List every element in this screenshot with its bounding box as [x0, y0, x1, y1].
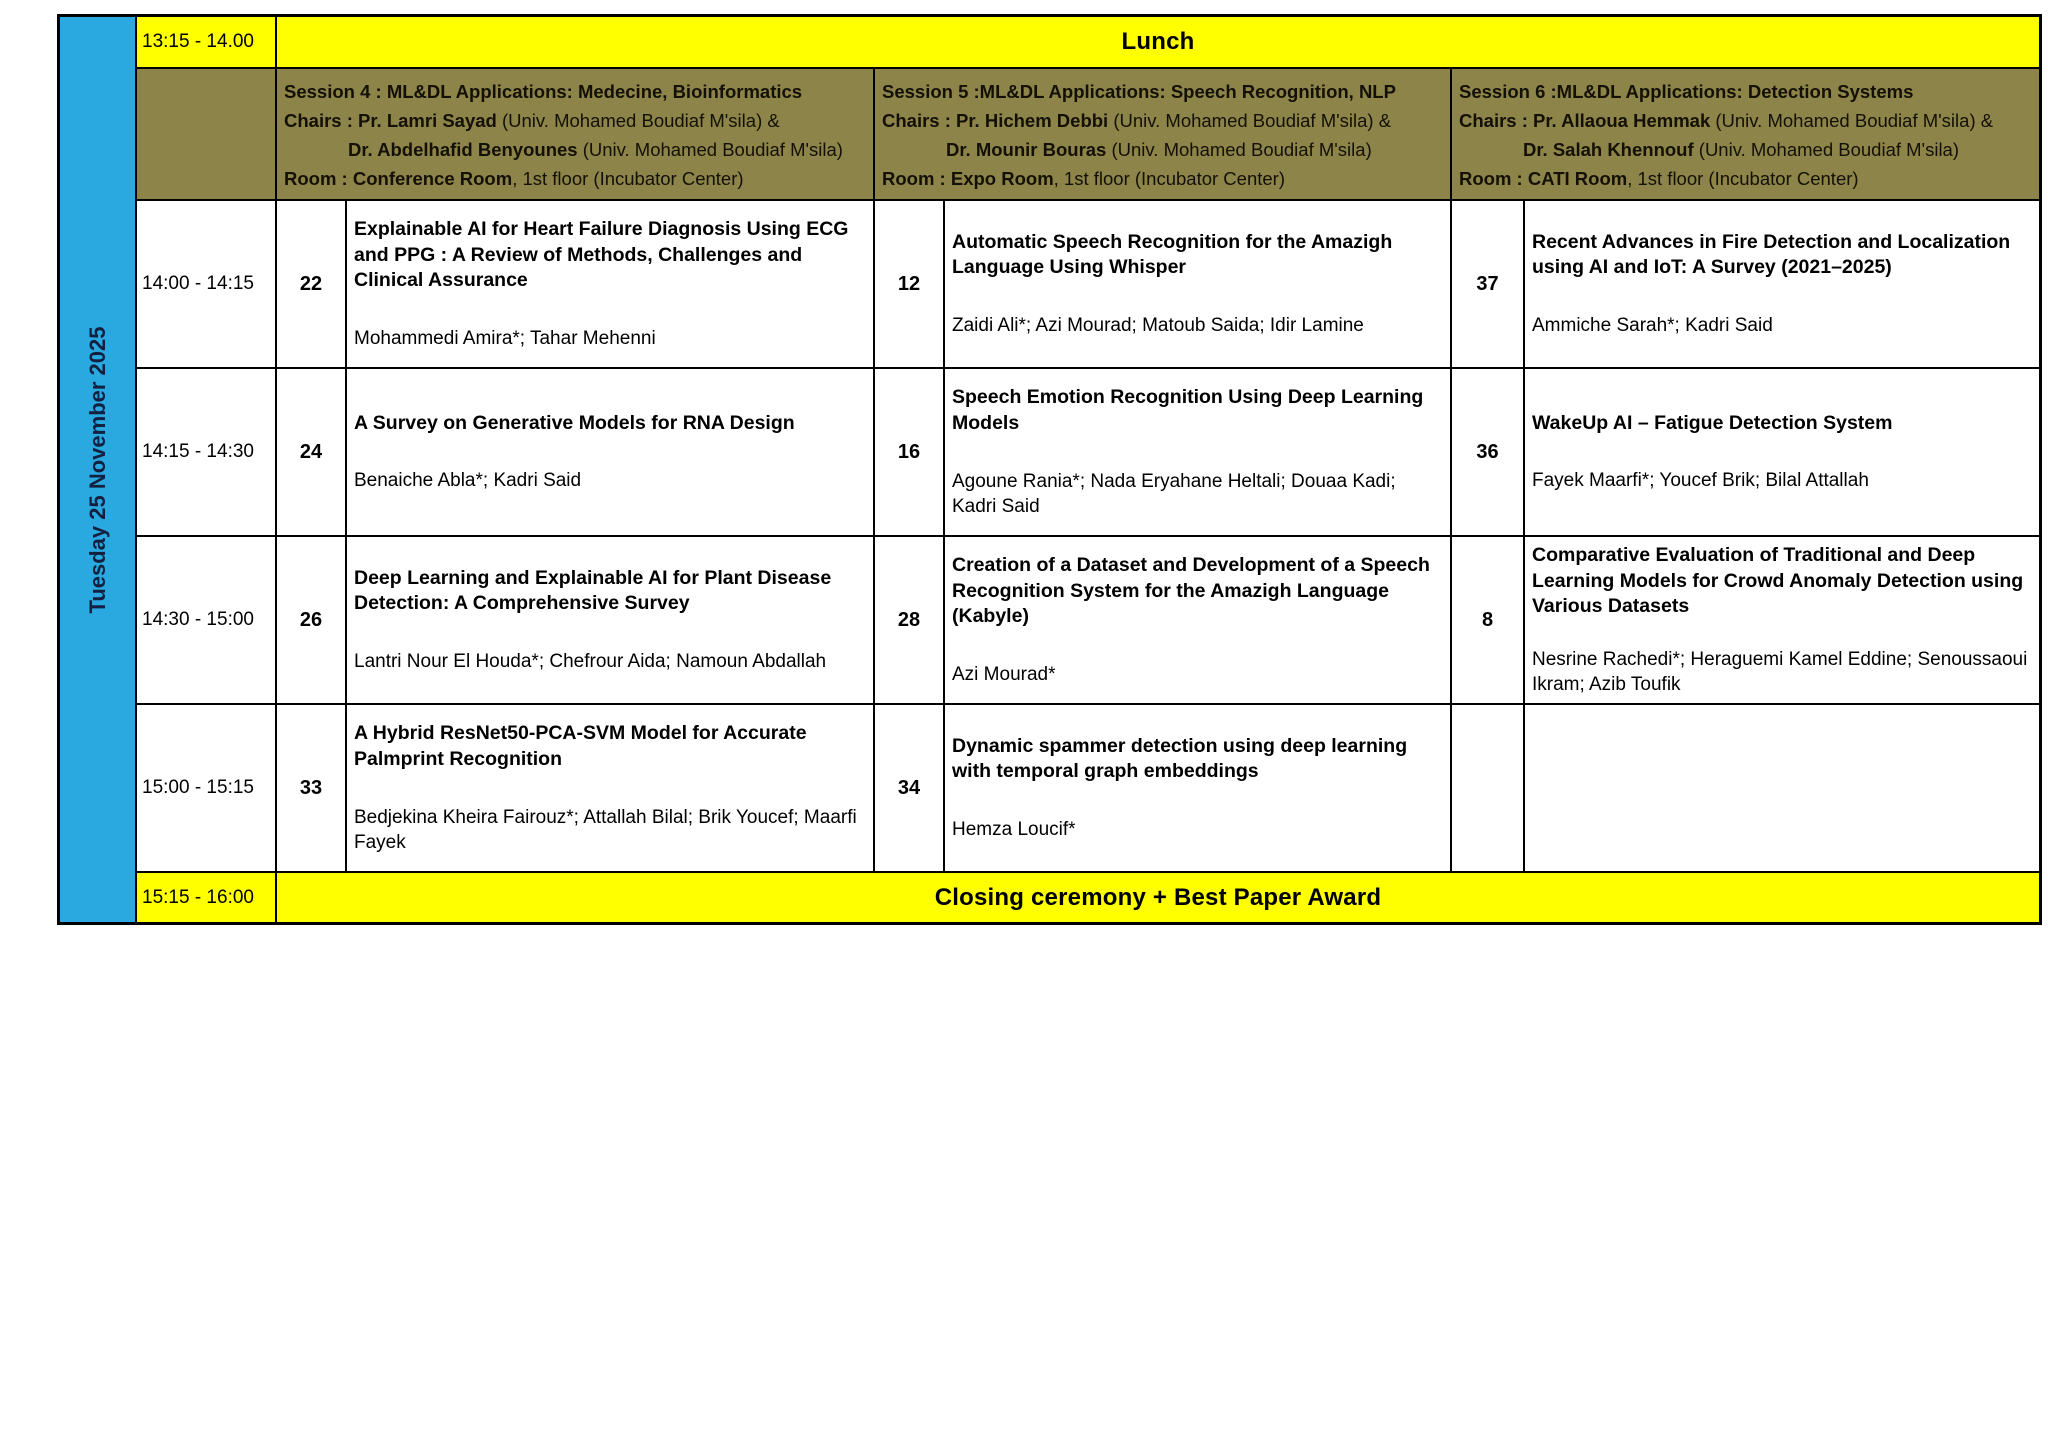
paper-authors: Benaiche Abla*; Kadri Said [354, 470, 582, 492]
closing-time-cell: 15:15 - 16:00 [137, 873, 275, 922]
spacer [1532, 436, 2031, 468]
room-label: Room : [882, 168, 951, 189]
chair-1-affiliation: (Univ. Mohamed Boudiaf M'sila) & [1108, 110, 1392, 131]
paper-title: Recent Advances in Fire Detection and Localization using AI and IoT: A Survey (2021–2025) [1532, 230, 2011, 279]
session-chairs-line [1459, 106, 2033, 135]
paper-title: Deep Learning and Explainable AI for Plant Disease Detection: A Comprehensive Survey [354, 566, 832, 615]
session-cochair-line [284, 135, 867, 164]
paper-authors: Hemza Loucif* [952, 819, 1076, 841]
paper-id: 24 [277, 369, 345, 535]
room-label: Room : [284, 168, 353, 189]
room-detail: , 1st floor (Incubator Center) [512, 168, 744, 189]
paper-authors: Lantri Nour El Houda*; Chefrour Aida; Namoun Abdallah [354, 651, 827, 673]
paper-cell [347, 201, 873, 367]
chair-1-name: Pr. Allaoua Hemmak [1533, 110, 1711, 131]
chair-2-affiliation: (Univ. Mohamed Boudiaf M'sila) [1106, 139, 1372, 160]
lunch-banner: Lunch [277, 17, 2039, 67]
paper-cell [347, 537, 873, 703]
chair-1-name: Pr. Lamri Sayad [358, 110, 497, 131]
paper-id: 8 [1452, 537, 1523, 703]
time-cell: 14:30 - 15:00 [137, 537, 275, 703]
session-room-line [882, 164, 1444, 193]
chair-2-name: Dr. Mounir Bouras [946, 139, 1107, 160]
session-4-header [277, 69, 873, 199]
lunch-time-cell: 13:15 - 14.00 [137, 17, 275, 67]
chairs-label: Chairs : [284, 110, 359, 131]
spacer [354, 294, 865, 326]
day-banner [60, 17, 135, 922]
paper-title: Dynamic spammer detection using deep learning with temporal graph embeddings [952, 734, 1408, 783]
time-cell: 15:00 - 15:15 [137, 705, 275, 871]
time-cell: 14:15 - 14:30 [137, 369, 275, 535]
paper-cell [1525, 537, 2039, 703]
paper-authors: Nesrine Rachedi*; Heraguemi Kamel Eddine; Senoussaoui Ikram; Azib Toufik [1532, 648, 2028, 695]
chair-1-name: Pr. Hichem Debbi [956, 110, 1109, 131]
room-label: Room : [1459, 168, 1528, 189]
session-title: Session 4 : ML&DL Applications: Medecine, Bioinformatics [284, 81, 803, 102]
paper-authors: Ammiche Sarah*; Kadri Said [1532, 315, 1773, 337]
paper-authors: Zaidi Ali*; Azi Mourad; Matoub Saida; Idir Lamine [952, 315, 1364, 337]
chair-2-name: Dr. Abdelhafid Benyounes [348, 139, 578, 160]
paper-id: 26 [277, 537, 345, 703]
paper-id [1452, 705, 1523, 871]
paper-title: Comparative Evaluation of Traditional and Deep Learning Models for Crowd Anomaly Detection using Various Datasets [1532, 544, 2024, 618]
session-5-header [875, 69, 1450, 199]
room-detail: , 1st floor (Incubator Center) [1627, 168, 1859, 189]
paper-authors: Azi Mourad* [952, 664, 1056, 686]
spacer [952, 785, 1442, 817]
room-name: Expo Room [950, 168, 1054, 189]
paper-id: 37 [1452, 201, 1523, 367]
paper-id: 34 [875, 705, 943, 871]
session-room-line [1459, 164, 2033, 193]
paper-cell [1525, 369, 2039, 535]
session-cochair-line [882, 135, 1444, 164]
chair-1-affiliation: (Univ. Mohamed Boudiaf M'sila) & [1710, 110, 1994, 131]
room-name: CATI Room [1527, 168, 1628, 189]
paper-title: Speech Emotion Recognition Using Deep Learning Models [952, 386, 1424, 434]
paper-cell [945, 369, 1450, 535]
session-6-header [1452, 69, 2039, 199]
paper-title: Creation of a Dataset and Development of a Speech Recognition System for the Amazigh Language (Kabyle) [952, 553, 1430, 628]
paper-authors: Mohammedi Amira*; Tahar Mehenni [354, 328, 656, 350]
room-name: Conference Room [352, 168, 513, 189]
spacer [1532, 620, 2031, 647]
spacer [952, 630, 1442, 662]
spacer [952, 437, 1442, 469]
paper-title: A Hybrid ResNet50-PCA-SVM Model for Accurate Palmprint Recognition [354, 722, 807, 770]
paper-cell [347, 369, 873, 535]
paper-cell [1525, 705, 2039, 871]
paper-id: 16 [875, 369, 943, 535]
chair-2-affiliation: (Univ. Mohamed Boudiaf M'sila) [577, 139, 843, 160]
chair-1-affiliation: (Univ. Mohamed Boudiaf M'sila) & [496, 110, 780, 131]
spacer [952, 281, 1442, 313]
chair-2-affiliation: (Univ. Mohamed Boudiaf M'sila) [1693, 139, 1960, 160]
paper-id: 36 [1452, 369, 1523, 535]
time-cell: 14:00 - 14:15 [137, 201, 275, 367]
paper-cell [945, 201, 1450, 367]
session-title: Session 5 :ML&DL Applications: Speech Recognition, NLP [882, 81, 1396, 102]
paper-cell [1525, 201, 2039, 367]
spacer [1532, 772, 2031, 804]
schedule-table [57, 14, 2042, 925]
session-title: Session 6 :ML&DL Applications: Detection Systems [1459, 81, 1914, 102]
chairs-label: Chairs : [1459, 110, 1534, 131]
paper-title: A Survey on Generative Models for RNA Design [354, 411, 795, 434]
spacer [1532, 281, 2031, 313]
paper-title: Explainable AI for Heart Failure Diagnosis Using ECG and PPG : A Review of Methods, Challenges and Clinical Assurance [354, 217, 849, 292]
paper-cell [347, 705, 873, 871]
session-cochair-line [1459, 135, 2033, 164]
paper-title: WakeUp AI – Fatigue Detection System [1532, 411, 1893, 434]
closing-banner: Closing ceremony + Best Paper Award [277, 873, 2039, 922]
spacer [354, 436, 865, 468]
session-room-line [284, 164, 867, 193]
paper-cell [945, 537, 1450, 703]
spacer [354, 617, 865, 649]
paper-id: 12 [875, 201, 943, 367]
paper-id: 28 [875, 537, 943, 703]
paper-authors: Bedjekina Kheira Fairouz*; Attallah Bilal; Brik Youcef; Maarfi Fayek [354, 806, 857, 853]
paper-title: Automatic Speech Recognition for the Amazigh Language Using Whisper [952, 230, 1393, 279]
paper-cell [945, 705, 1450, 871]
spacer [354, 773, 865, 805]
day-label: Tuesday 25 November 2025 [84, 326, 110, 613]
session-chairs-line [882, 106, 1444, 135]
paper-id: 22 [277, 201, 345, 367]
paper-id: 33 [277, 705, 345, 871]
session-header-spacer [137, 69, 275, 199]
chair-2-name: Dr. Salah Khennouf [1523, 139, 1694, 160]
paper-authors: Agoune Rania*; Nada Eryahane Heltali; Douaa Kadi; Kadri Said [952, 470, 1396, 517]
room-detail: , 1st floor (Incubator Center) [1053, 168, 1285, 189]
session-chairs-line [284, 106, 867, 135]
chairs-label: Chairs : [882, 110, 957, 131]
paper-authors: Fayek Maarfi*; Youcef Brik; Bilal Attallah [1532, 470, 1869, 492]
